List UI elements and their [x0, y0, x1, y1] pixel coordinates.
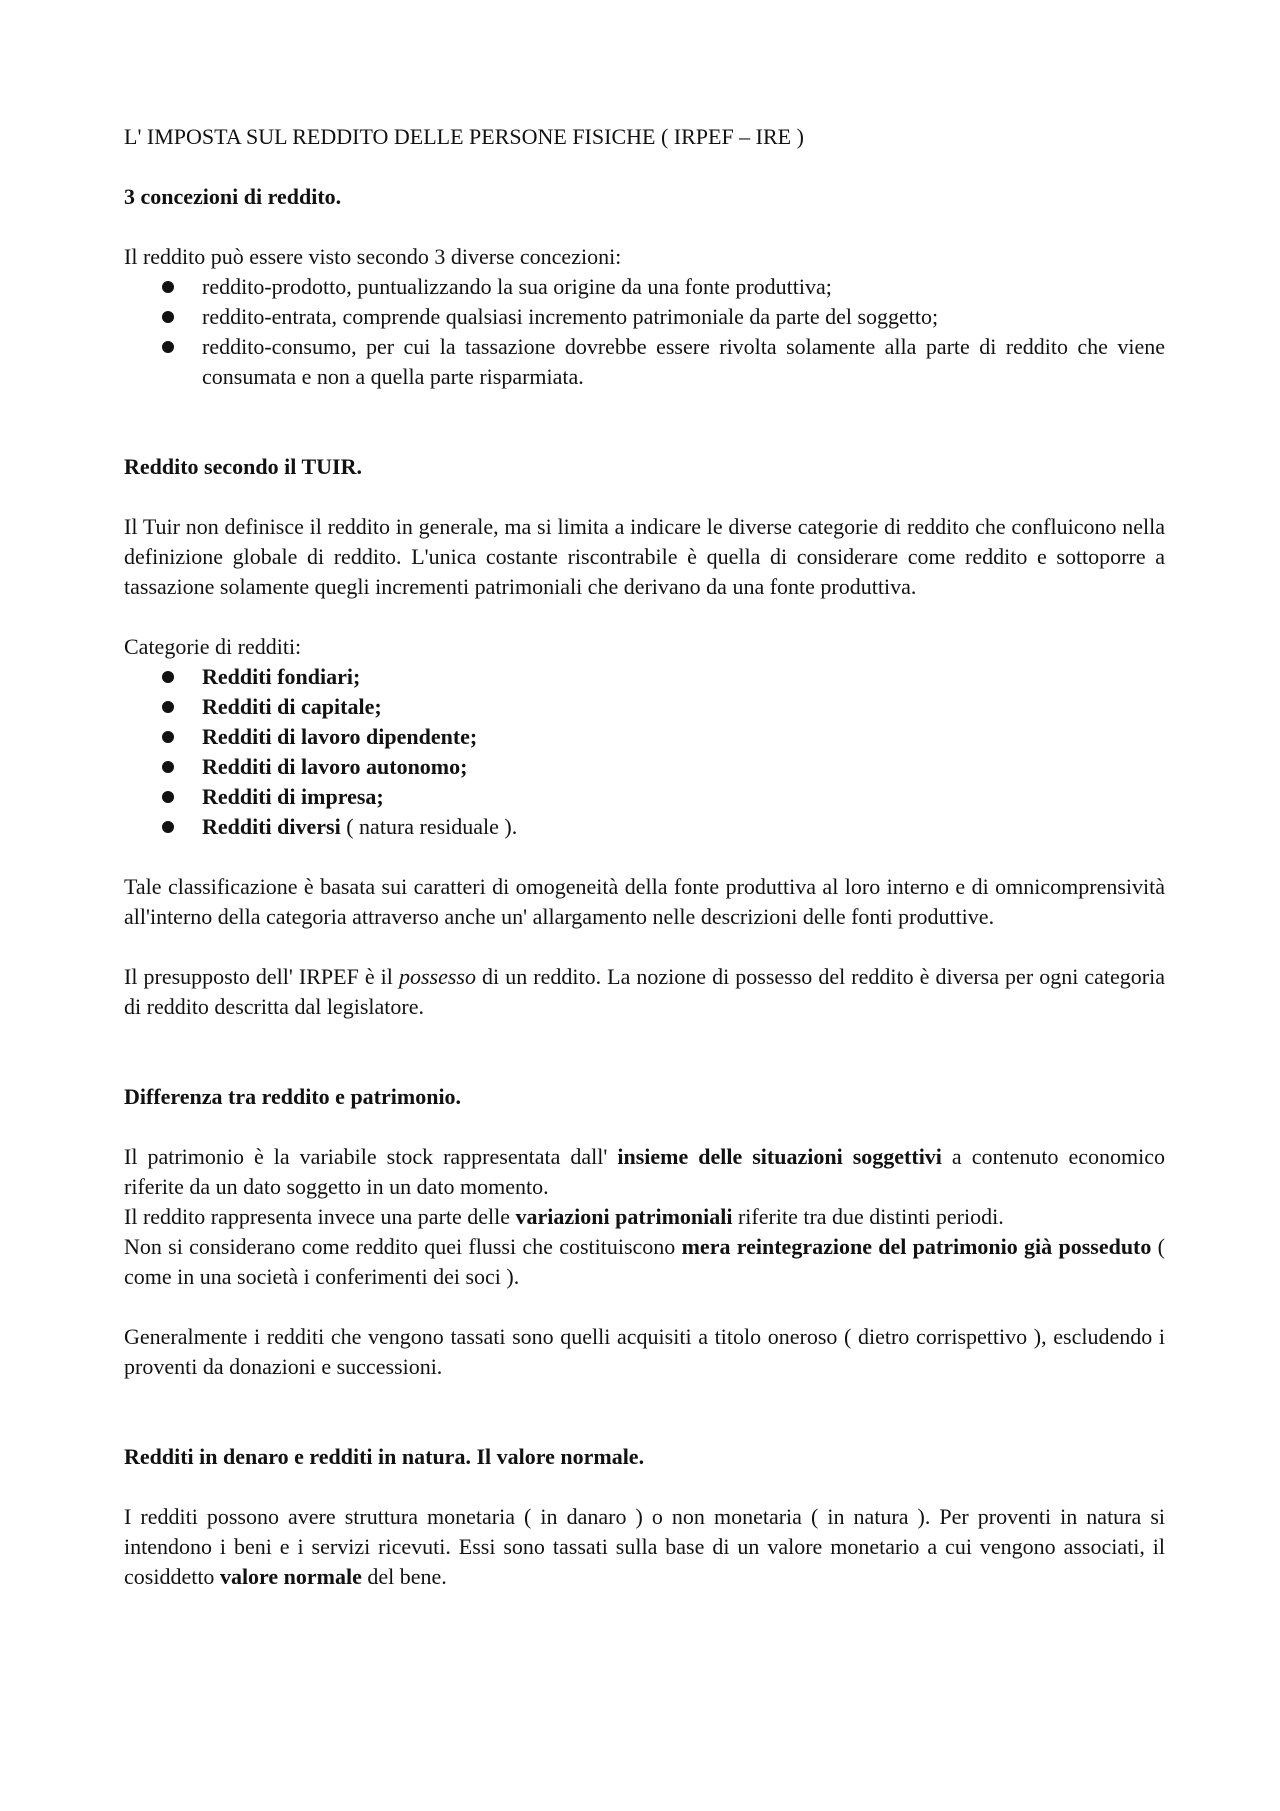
paragraph-concezioni-intro: Il reddito può essere visto secondo 3 diverse concezioni:	[124, 244, 622, 269]
list-item: Redditi di impresa;	[124, 782, 1165, 812]
list-item: Redditi di capitale;	[124, 692, 1165, 722]
bullet-icon	[162, 701, 174, 713]
list-item: reddito-consumo, per cui la tassazione dovrebbe essere rivolta solamente alla parte di reddito che viene consumata e non a quella parte risparmiata.	[124, 332, 1165, 392]
list-item: reddito-entrata, comprende qualsiasi incremento patrimoniale da parte del soggetto;	[124, 302, 1165, 332]
document-title: L' IMPOSTA SUL REDDITO DELLE PERSONE FISICHE ( IRPEF – IRE )	[124, 124, 804, 149]
list-item: Redditi di lavoro autonomo;	[124, 752, 1165, 782]
paragraph-tuir: Il Tuir non definisce il reddito in generale, ma si limita a indicare le diverse categorie di reddito che confluicono nella definizione globale di reddito. L'unica costante riscontrabile è quella di considerare come reddito e sottoporre a tassazione solamente quegli incrementi patrimoniali che derivano da una fonte produttiva.	[124, 514, 1165, 599]
paragraph-reddito-variazioni: Il reddito rappresenta invece una parte delle variazioni patrimoniali riferite tra due distinti periodi.	[124, 1204, 1004, 1229]
paragraph-reintegrazione: Non si considerano come reddito quei flussi che costituiscono mera reintegrazione del patrimonio già posseduto ( come in una società i conferimenti dei soci ).	[124, 1234, 1166, 1289]
bullet-icon	[162, 341, 174, 353]
list-item: reddito-prodotto, puntualizzando la sua origine da una fonte produttiva;	[124, 272, 1165, 302]
list-item: Redditi fondiari;	[124, 662, 1165, 692]
categorie-list	[124, 662, 1165, 842]
bullet-icon	[162, 731, 174, 743]
paragraph-valore-normale: I redditi possono avere struttura monetaria ( in danaro ) o non monetaria ( in natura ). Per proventi in natura si intendono i beni e i servizi ricevuti. Essi sono tassati sulla base di un valore monetario a cui vengono associati, il cosiddetto valore normale del bene.	[124, 1504, 1165, 1589]
concezioni-list	[124, 272, 1165, 392]
list-item: Redditi diversi ( natura residuale ).	[124, 812, 1165, 842]
bullet-icon	[162, 281, 174, 293]
list-item: Redditi di lavoro dipendente;	[124, 722, 1165, 752]
bullet-icon	[162, 671, 174, 683]
paragraph-classificazione: Tale classificazione è basata sui caratteri di omogeneità della fonte produttiva al loro interno e di omnicomprensività all'interno della categoria attraverso anche un' allargamento nelle descrizioni delle fonti produttive.	[124, 874, 1165, 929]
bullet-icon	[162, 311, 174, 323]
section-heading-tuir: Reddito secondo il TUIR.	[124, 454, 362, 479]
paragraph-presupposto: Il presupposto dell' IRPEF è il possesso di un reddito. La nozione di possesso del reddito è diversa per ogni categoria di reddito descritta dal legislatore.	[124, 964, 1165, 1019]
bullet-icon	[162, 791, 174, 803]
bullet-icon	[162, 761, 174, 773]
section-heading-denaro-natura: Redditi in denaro e redditi in natura. Il valore normale.	[124, 1444, 645, 1469]
paragraph-titolo-oneroso: Generalmente i redditi che vengono tassati sono quelli acquisiti a titolo oneroso ( dietro corrispettivo ), escludendo i proventi da donazioni e successioni.	[124, 1324, 1165, 1379]
bullet-icon	[162, 821, 174, 833]
categorie-label: Categorie di redditi:	[124, 634, 302, 659]
section-heading-patrimonio: Differenza tra reddito e patrimonio.	[124, 1084, 462, 1109]
section-heading-concezioni: 3 concezioni di reddito.	[124, 184, 342, 209]
paragraph-patrimonio: Il patrimonio è la variabile stock rappresentata dall' insieme delle situazioni soggettivi a contenuto economico riferite da un dato soggetto in un dato momento.	[124, 1144, 1165, 1199]
